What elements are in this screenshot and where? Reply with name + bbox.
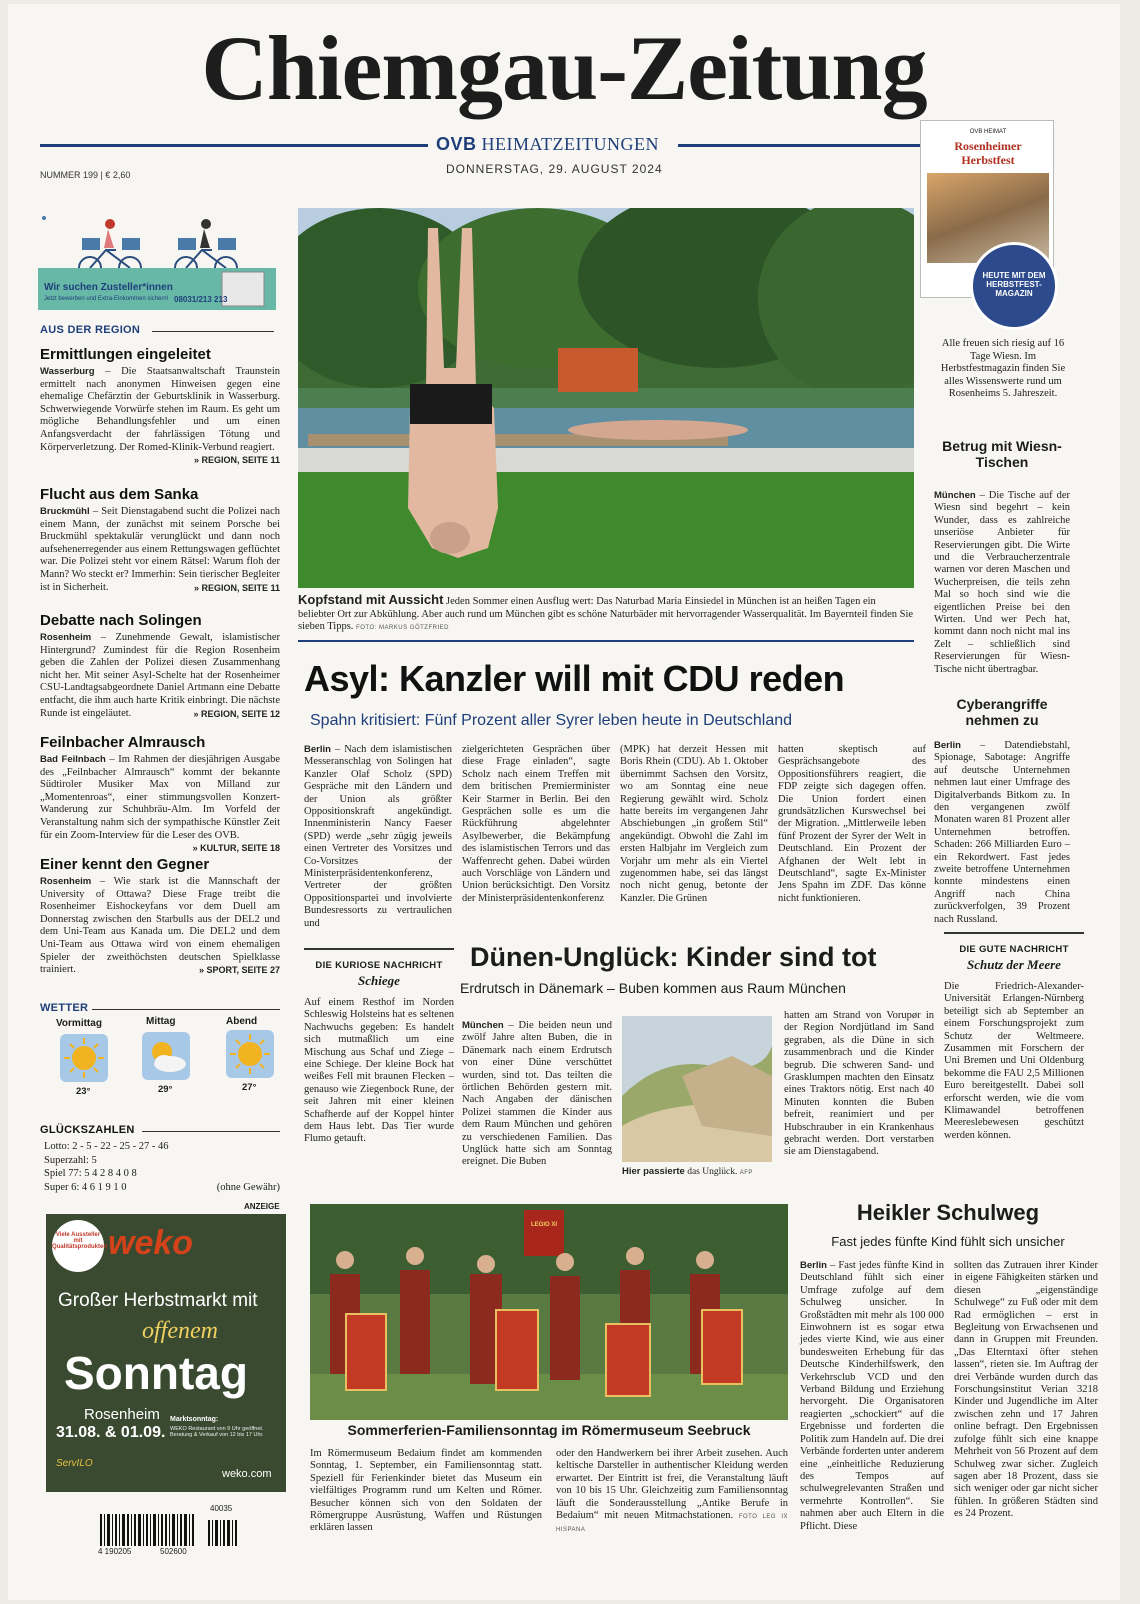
weko-ad-line2: offenem xyxy=(142,1318,218,1344)
magazine-title-2: Herbstfest xyxy=(961,153,1015,167)
barcode-top-number: 40035 xyxy=(210,1504,233,1513)
herbstfest-badge: HEUTE MIT DEM HERBSTFEST-MAGAZIN xyxy=(970,242,1058,330)
magazine-brand: OVB HEIMAT xyxy=(969,129,1007,135)
dunes-headline[interactable]: Dünen-Unglück: Kinder sind tot xyxy=(470,942,877,972)
main-story-col-4: hatten skeptisch auf Gesprächsangebote des Oppositionsführers reagiert, die FDP zeigte sich dagegen offen. Die Union fordert einen grundsätzlichen Kurswechsel bei der Migration. „Mittlerweile leben fünf Prozent der Syrer der Welt in Deutschland. Ein Prozent der Afghanen der Welt lebt in Deutschland“, sagte Ex-Minister Jens Spahn im ZDF. Das könne nicht funktionieren. xyxy=(778,744,926,904)
weather-slot-temp: 27° xyxy=(242,1082,257,1093)
region-item[interactable] xyxy=(40,612,280,720)
kurios-kicker: DIE KURIOSE NACHRICHT xyxy=(315,960,443,971)
lotto-heading: GLÜCKSZAHLEN xyxy=(40,1124,135,1136)
roman-reenactors-photo xyxy=(310,1204,788,1420)
partly-cloudy-icon xyxy=(142,1032,190,1080)
lotto-numbers xyxy=(44,1140,280,1194)
weather-heading-rule xyxy=(92,1009,280,1010)
lead-photo-caption xyxy=(298,594,914,635)
legion-sign: LEGIO XI xyxy=(530,1222,557,1228)
masthead-rule-right xyxy=(678,144,930,147)
lead-photo-caption-text: Jeden Sommer einen Ausflug wert: Das Naturbad Maria Einsiedel in München ist an heißen Tagen ein beliebter Ort zur Abkühlung. Aber auch rund um München gibt es schöne Naturbäder mit hervorragender Wasserqualität. Im Bayernteil finden Sie sieben Tipps. xyxy=(298,596,914,633)
region-item-ref[interactable]: » SPORT, SEITE 27 xyxy=(198,965,280,976)
region-item[interactable] xyxy=(40,486,280,594)
weko-ad-note-title: Marktsonntag: xyxy=(170,1416,219,1423)
main-subhead: Spahn kritisiert: Fünf Prozent aller Syrer leben heute in Deutschland xyxy=(310,712,793,729)
herbstfest-teaser: Alle freuen sich riesig auf 16 Tage Wiesn. Im Herbstfestmagazin finden Sie alles Wissenswerte rund um Rosenheims 5. Jahreszeit. xyxy=(940,338,1066,400)
lotto-heading-rule xyxy=(142,1131,280,1132)
headstand-pool-photo xyxy=(298,208,914,588)
lead-photo-caption-title: Kopfstand mit Aussicht xyxy=(298,592,444,607)
gute-text: Die Friedrich-Alexander-Universität Erlangen-Nürnberg beteiligt sich ab September an einem Forschungsprojekt zum Schutz der Weltmeere. Zusammen mit Forschern der Uni Bremen und Uni Oldenburg bekomme die FAU 2,5 Millionen Euro bereitgestellt. Dabei soll erforscht werden, wie die vom Klimawandel betroffenen Meereslebewesen geschützt werden können. xyxy=(944,981,1084,1141)
publisher-suffix: HEIMATZEITUNGEN xyxy=(481,134,659,154)
roemer-col-1: Im Römermuseum Bedaium findet am kommenden Sonntag, 1. September, ein Familiensonntag statt. Speziell für Ferienkinder bietet das Museum ein vielfältiges Programm rund um Kelten und Römer. Besucher können sich von den Soldaten der Römergruppe Ausrüstung, Waffen und Rüstungen erklären lassen xyxy=(310,1448,542,1534)
region-item-title: Debatte nach Solingen xyxy=(40,612,202,629)
wiesn-headline[interactable]: Betrug mit Wiesn-Tischen xyxy=(942,438,1062,470)
zusteller-phone: 08031/213 213 xyxy=(174,295,228,304)
weko-ad-badge: Viele Aussteller mit Qualitätsprodukten xyxy=(52,1220,104,1272)
dunes-subhead: Erdrutsch in Dänemark – Buben kommen aus Raum München xyxy=(460,980,846,996)
magazine-title-1: Rosenheimer xyxy=(954,139,1022,153)
region-item[interactable] xyxy=(40,734,280,855)
sun-icon xyxy=(60,1034,108,1082)
weather-slot-label: Abend xyxy=(226,1016,258,1027)
dune-beach-photo xyxy=(622,1016,772,1162)
cyber-text: Berlin – Datendiebstahl, Spionage, Sabotage: Angriffe auf deutsche Unternehmen nehmen laut einer Umfrage des Digitalverbands Bitkom zu. In den vergangenen zwölf Monaten waren 81 Prozent aller Unternehmen betroffen. Schaden: 266 Milliarden Euro – ein Rekordwert. Fast jedes zweite betroffene Unternehmen konnte mindestens einen Angriff nach China zurückverfolgen, 39 Prozent nach Russland. xyxy=(934,740,1070,925)
roemer-caption[interactable]: Sommerferien-Familiensonntag im Römermuseum Seebruck xyxy=(347,1422,751,1438)
masthead-rule-left xyxy=(40,144,428,147)
main-headline[interactable]: Asyl: Kanzler will mit CDU reden xyxy=(304,658,845,699)
weather-panel xyxy=(46,1016,276,1100)
weko-ad-line3: Sonntag xyxy=(64,1347,248,1399)
region-item-text: Rosenheim – Wie stark ist die Mannschaft der University of Ottawa? Diese Frage treibt die Rosenheimer Eishockeyfans vor dem Duell am Donnerstag zwischen den Starbulls aus der DEL2 und dem Uni-Team aus Kanada um. Die DEL2 und dem Uni-Team aus Ottawa wird von einem ehemaligen Spieler der zweithöchsten deutschen Spielklasse trainiert. » SPORT, SEITE 27 xyxy=(40,876,280,976)
roemer-col-2: oder den Handwerkern bei ihrer Arbeit zusehen. Auch keltische Darsteller in authentischer Kleidung werden erwartet. Der Eintritt ist frei, die Veranstaltung läuft von 10 bis 15 Uhr. Gleichzeitig zum Familiensonntag läuft die Sonderausstellung „Antike Berufe in Bedaium“ mit neuen Mitmachstationen. FOTO LEG IX HISPANA xyxy=(556,1448,788,1534)
barcode-right-number: 502600 xyxy=(160,1547,187,1556)
dunes-photo xyxy=(622,1016,772,1162)
kurios-text: Auf einem Resthof im Norden Schleswig Holsteins hat es seltenen Nachwuchs gegeben: Es handelt sich mutmaßlich um eine Mischung aus Schaf und Ziege – eine Schiege. Der kleine Bock hat weißes Fell mit braunen Flecken – genauso wie Ziegenbock Rune, der seit Jahren mit einer kleinen Schafherde auf der Koppel hinter dem Haus lebt. Das Tier wurde Flumo getauft. xyxy=(304,997,454,1145)
region-item[interactable] xyxy=(40,346,280,467)
lead-photo xyxy=(298,208,914,588)
region-item-text: Bruckmühl – Seit Dienstagabend sucht die Polizei nach einem Mann, der zunächst mit seinem Porsche bei Bruckmühl spektakulär verunglückt und dann noch aufsehenerregender aus einem Rettungswagen geflüchtet war. Die Polizei steht vor einem Rätsel: Warum floh der Mann? Wo steckt er? Immerhin: Sein tierischer Begleiter ist in Sicherheit. » REGION, SEITE 11 xyxy=(40,506,280,593)
dunes-col-2: hatten am Strand von Vorupør in der Region Nordjütland im Sand gegraben, als die Düne in sich zusammenbrach und die Kinder begrub. Die schweren Sand- und Grasklumpen machten den Einsatz eines Traktors nötig. Erst nach 40 Minuten konnten die Buben befreit, reanimiert und per Hubschrauber in ein Krankenhaus gebracht werden. Dort verstarben sie am Dienstagabend. xyxy=(784,1010,934,1158)
region-item-title: Einer kennt den Gegner xyxy=(40,856,210,873)
main-story-col-2: zielgerichteten Gesprächen über diese Frage einladen“, sagte Scholz nach einem Treffen mit dem britischen Premierminister Keir Starmer in Berlin. Bei den Gesprächen solle es um die Rückführung abgelehnter Asylbewerber, die Bekämpfung des islamistischen Terrors und das Waffenrecht gehen. Dabei würden auch Vorschläge von Ländern und Union berücksichtigt. Den Vorsitz der Ministerpräsidentenkonferenz xyxy=(462,744,610,904)
main-story-col-3: (MPK) hat derzeit Hessen mit Boris Rhein (CDU). Ab 1. Oktober übernimmt Sachsen den Vorsitz, wo am Sonntag eine neue Regierung gewählt wird. Scholz hatte bereits im vergangenen Jahr Abschiebungen „in großem Stil“ angekündigt. Obwohl die Zahl im ersten Halbjahr im Vergleich zum Vorjahr um mehr als ein Viertel zugenommen habe, sei das längst noch nicht genug, betonte der Kanzler. Die Grünen xyxy=(620,744,768,904)
barcode-left-number: 4 190205 xyxy=(98,1547,132,1556)
dunes-col-1: München – Die beiden neun und zwölf Jahre alten Buben, die in Dänemark nach einem Erdrutsch von einer Düne verschüttet wurden, sind tot. Das teilten die örtlichen Behörden gestern mit. Nach Angaben der dänischen Polizei stammen die Kinder aus dem Raum München und gehören zu verschiedenen Familien. Das Unglück hatte sich am Sonntag ereignet. Die Buben xyxy=(462,1020,612,1168)
lotto-disclaimer: (ohne Gewähr) xyxy=(216,1181,280,1193)
region-item-title: Ermittlungen eingeleitet xyxy=(40,346,211,363)
publisher-line xyxy=(436,134,659,155)
weko-logo: weko xyxy=(108,1224,194,1262)
weko-ad-city: Rosenheim xyxy=(84,1406,160,1423)
weko-ad-url[interactable]: weko.com xyxy=(222,1468,272,1480)
masthead-title: Chiemgau-Zeitung xyxy=(201,17,927,119)
newspaper-page xyxy=(8,4,1120,1600)
weko-ad[interactable] xyxy=(46,1214,286,1492)
zusteller-small: Jetzt bewerben und Extra-Einkommen sichern! xyxy=(44,296,169,302)
issue-date: DONNERSTAG, 29. AUGUST 2024 xyxy=(446,162,663,176)
zusteller-promo[interactable] xyxy=(38,210,276,310)
region-item-title: Feilnbacher Almrausch xyxy=(40,734,206,751)
dunes-photo-caption: Hier passierte das Unglück. AFP xyxy=(622,1166,753,1177)
region-item-ref[interactable]: » REGION, SEITE 11 xyxy=(193,455,280,466)
region-heading-rule xyxy=(152,331,274,332)
weko-ad-line1: Großer Herbstmarkt mit xyxy=(58,1290,258,1311)
bike-riders-illustration xyxy=(38,210,276,310)
publisher-prefix: OVB xyxy=(436,134,477,154)
weather-heading: WETTER xyxy=(40,1002,89,1014)
schulweg-col-1: Berlin – Fast jedes fünfte Kind in Deutschland fühlt sich einer Umfrage zufolge auf dem Schulweg unsicher. In Großstädten mit mehr als 100 000 Einwohnern ist es sogar etwa jedes vierte Kind, wie aus einer bundesweiten Erhebung für das Deutsche Kinderhilfswerk, den Verkehrsclub VCD und den Verband Bildung und Erziehung hervorgeht. Die Organisatoren reagierten „schockiert“ auf die Ergebnisse und forderten die Politik zum Handeln auf. Die drei Verbände forderten unter anderem eine „einheitliche Reduzierung des Tempos auf schulwegrelevanten Straßen und vermehrte Kontrollen“. Sie nahmen aber auch Eltern in die Pflicht. Diese xyxy=(800,1260,944,1532)
schulweg-subhead: Fast jedes fünfte Kind fühlt sich unsicher xyxy=(831,1234,1065,1249)
schulweg-headline[interactable]: Heikler Schulweg xyxy=(856,1200,1040,1225)
weko-ad-dates: 31.08. & 01.09. xyxy=(56,1424,166,1441)
gute-title: Schutz der Meere xyxy=(967,957,1061,972)
region-item-ref[interactable]: » KULTUR, SEITE 18 xyxy=(192,843,280,854)
weather-slot-temp: 29° xyxy=(158,1084,173,1095)
region-item-ref[interactable]: » REGION, SEITE 12 xyxy=(193,708,280,719)
gute-nachricht-box xyxy=(944,932,1084,1142)
region-item-title: Flucht aus dem Sanka xyxy=(40,486,199,503)
lotto-line: Spiel 77: 5 4 2 8 4 0 8 xyxy=(44,1168,137,1179)
region-item-ref[interactable]: » REGION, SEITE 11 xyxy=(193,582,280,593)
lead-photo-credit: FOTO: MARKUS GÖTZFRIED xyxy=(356,625,449,632)
kurios-box xyxy=(304,948,454,1146)
gute-kicker: DIE GUTE NACHRICHT xyxy=(959,944,1069,955)
region-item-text: Bad Feilnbach – Im Rahmen der diesjährigen Ausgabe des „Feilnbacher Almrausch“ kommt der bekannte Südtiroler Musiker Max von Milland zur „Momentenroas“, einer stimmungsvollen Konzert-Wanderung zur Schuhbräu-Alm. Im Vorfeld der Veranstaltung nahm sich der sympathische Künstler Zeit für ein Zoom-Interview für die Leser des OVB. » KULTUR, SEITE 18 xyxy=(40,754,280,854)
weather-slot-label: Vormittag xyxy=(56,1018,102,1029)
servilo-logo: ServILO xyxy=(56,1458,93,1469)
schulweg-col-2: sollten das Zutrauen ihrer Kinder in eigene Fähigkeiten stärken und diesen „eigenständige Schulwege“ zu Fuß oder mit dem Rad ermöglichen – erst in Begleitung von Erwachsenen und dann in Gruppen mit Freunden. „Das Elterntaxi öfter stehen lassen“, rieten sie. Im Auftrag der drei Verbände wurden durch das Forschungsinstitut Verian 3218 Kinder und Jugendliche im Alter zwischen zehn und 17 Jahren online befragt. Den Ergebnissen zufolge fühlt sich eine knappe Mehrheit von 56 Prozent auf dem Schulweg zwar sicher. Zugleich sagen aber 18 Prozent, dass sie sich weniger oder gar nicht sicher fühlen. In größeren Städten sind es 24 Prozent. xyxy=(954,1260,1098,1520)
cyber-headline[interactable]: Cyberangriffe nehmen zu xyxy=(956,696,1048,728)
weather-slot-temp: 23° xyxy=(76,1086,91,1097)
lotto-line: Superzahl: 5 xyxy=(44,1154,97,1166)
region-heading: AUS DER REGION xyxy=(40,324,141,336)
zusteller-headline: Wir suchen Zusteller*innen xyxy=(44,282,173,293)
sun-icon xyxy=(226,1030,274,1078)
kurios-title: Schiege xyxy=(358,973,400,988)
main-story-col-1: Berlin – Nach dem islamistischen Messeranschlag von Solingen hat Kanzler Olaf Scholz (SPD) Gespräche mit den Ländern und der Union als größter Oppositionskraft angekündigt. Innenministerin Nancy Faeser (SPD) werde „sehr zügig jeweils einen Vertreter des Vorsitzes und Co-Vorsitzes der Ministerpräsidentenkonferenz, Vertreter der größten Oppositionspartei und involvierte Bundesressorts zu vertraulichen und xyxy=(304,744,452,929)
lotto-line: Super 6: 4 6 1 9 1 0 (ohne Gewähr) xyxy=(44,1181,280,1193)
barcode xyxy=(98,1504,248,1556)
region-item[interactable] xyxy=(40,856,280,977)
weather-slot-label: Mittag xyxy=(146,1016,176,1027)
ad-label: ANZEIGE xyxy=(244,1202,280,1211)
issue-number: NUMMER 199 | € 2,60 xyxy=(40,170,131,180)
roemer-photo xyxy=(310,1204,788,1420)
wiesn-text: München – Die Tische auf der Wiesn sind begehrt – kein Wunder, dass es zahlreiche unseriöse Anbieter für Reservierungen gibt. Die Wirte und die Verbraucherzentrale warnen vor deren Maschen und Wucherpreisen, die teils zehn Mal so hoch sind wie die eigentlichen Preise bei den Wirten. Und wer Pech hat, kommt dann noch nicht mal ins Zelt – schließlich sind Reservierungen für Wiesn-Tische nicht übertragbar. xyxy=(934,490,1070,675)
barcode-bars xyxy=(98,1512,248,1546)
lead-divider xyxy=(298,640,914,642)
region-item-text: Rosenheim – Zunehmende Gewalt, islamistischer Hintergrund? Zumindest für die Region Rosenheim geben die Zahlen der Polizei diesen Zusammenhang nicht her. Mit seiner Asyl-Schelte hat der Rosenheimer CSU-Landtagsabgeordnete Daniel Artmann eine Debatte entfacht, die ihm auch harte Kritik einbringt. Die nächste Runde ist eingeläutet. » REGION, SEITE 12 xyxy=(40,632,280,719)
region-item-text: Wasserburg – Die Staatsanwaltschaft Traunstein ermittelt nach anonymen Hinweisen gegen eine ehemalige Chefärztin der Geburtsklinik in Wasserburg. Schwerwiegende Vorwürfe stehen im Raum. Es geht um mögliche Behandlungsfehler und um einen Anfangsverdacht der fahrlässigen Tötung und Körperverletzung. Der Romed-Klinik-Verbund reagiert. » REGION, SEITE 11 xyxy=(40,366,280,466)
lotto-line: Lotto: 2 - 5 - 22 - 25 - 27 - 46 xyxy=(44,1141,169,1152)
weko-ad-note: WEKO Restaurant von 9 Uhr geöffnet. Beratung & Verkauf von 12 bis 17 Uhr. xyxy=(170,1426,264,1438)
